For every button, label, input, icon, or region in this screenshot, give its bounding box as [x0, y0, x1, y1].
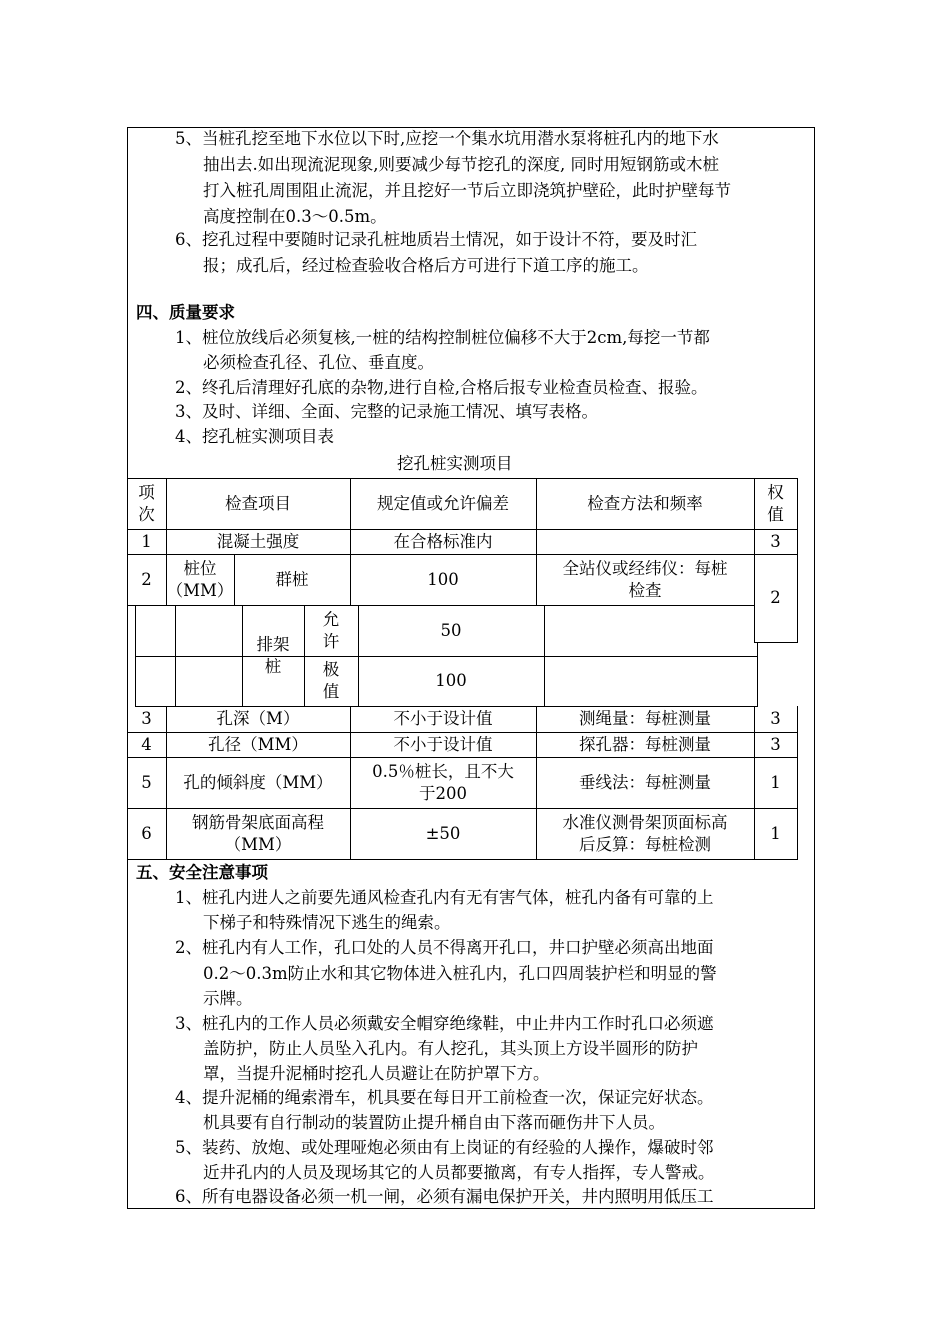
safety-item-1-line-2: 下梯子和特殊情况下逃生的绳索。	[203, 913, 451, 932]
construction-item-5-line-1: 5、当桩孔挖至地下水位以下时,应挖一个集水坑用潜水泵将桩孔内的地下水	[175, 129, 719, 148]
row3-spec: 不小于设计值	[393, 709, 493, 728]
header-weight-char-1: 权	[767, 482, 784, 502]
row2-item-c-line-2: 桩	[264, 656, 282, 676]
row2-item-d1	[304, 605, 358, 656]
row6-weight: 1	[770, 823, 781, 843]
row2-method-line-1: 全站仪或经纬仪：每桩	[562, 558, 728, 578]
quality-item-1-line-2: 必须检查孔径、孔位、垂直度。	[203, 353, 434, 372]
header-no-char-1: 项	[138, 482, 155, 502]
header-method: 检查方法和频率	[587, 493, 703, 513]
table-rule	[175, 605, 176, 706]
row5-weight: 1	[770, 772, 781, 792]
row4-spec: 不小于设计值	[393, 734, 493, 754]
row4-weight: 3	[770, 734, 781, 754]
safety-item-3-line-1: 3、桩孔内的工作人员必须戴安全帽穿绝缘鞋，中止井内工作时孔口必须遮	[175, 1014, 714, 1033]
header-no-char-2: 次	[138, 504, 155, 524]
row2-weight: 2	[770, 588, 781, 607]
row2-item-a	[166, 554, 234, 605]
safety-item-6-line-1: 6、所有电器设备必须一机一闸，必须有漏电保护开关，井内照明用低压工	[175, 1187, 714, 1206]
safety-item-5-line-1: 5、装药、放炮、或处理哑炮必须由有上岗证的有经验的人操作，爆破时邻	[175, 1138, 714, 1157]
row5-spec-line-1: 0.5％桩长，且不大	[372, 761, 514, 781]
safety-item-2-line-2: 0.2～0.3m防止水和其它物体进入桩孔内，孔口四周装护栏和明显的警	[203, 964, 717, 983]
row2-item-d2-char-1: 极	[322, 660, 340, 679]
table-rule	[544, 605, 545, 706]
quality-item-4: 4、挖孔桩实测项目表	[175, 427, 334, 446]
row2-allow-spec: 50	[440, 620, 462, 640]
construction-item-6-line-1: 6、挖孔过程中要随时记录孔桩地质岩土情况，如于设计不符，要及时汇	[175, 230, 697, 249]
row5-item: 孔的倾斜度（MM）	[183, 772, 333, 792]
construction-item-5-line-3: 打入桩孔周围阻止流泥，并且挖好一节后立即浇筑护壁砼，此时护壁每节	[203, 181, 731, 200]
row6-no: 6	[141, 823, 152, 843]
row2-item-c-line-1: 排架	[256, 634, 290, 654]
safety-item-2-line-3: 示牌。	[203, 989, 253, 1008]
row5-no: 5	[141, 772, 152, 792]
table-rule	[757, 642, 758, 706]
row2-item-a-label: 桩位	[183, 558, 217, 578]
row2-item-c	[242, 605, 304, 706]
row2-item-d1-char-1: 允	[322, 609, 340, 629]
row1-weight: 3	[770, 531, 781, 551]
row2-method-line-2: 检查	[628, 580, 662, 600]
row1-no: 1	[141, 531, 152, 551]
table-caption: 挖孔桩实测项目	[397, 454, 513, 473]
safety-item-4-line-1: 4、提升泥桶的绳索滑车，机具要在每日开工前检查一次，保证完好状态。	[175, 1088, 714, 1107]
safety-item-3-line-3: 罩，当提升泥桶时挖孔人员避让在防护罩下方。	[203, 1064, 550, 1083]
safety-heading: 五、安全注意事项	[136, 863, 268, 882]
row4-item: 孔径（MM）	[208, 734, 308, 754]
row5-spec	[350, 757, 536, 808]
row5-method: 垂线法：每桩测量	[579, 772, 711, 792]
quality-item-3: 3、及时、详细、全面、完整的记录施工情况、填写表格。	[175, 402, 598, 421]
row4-method: 探孔器：每桩测量	[579, 734, 711, 754]
row6-spec: ±50	[425, 823, 461, 843]
row6-item-line-2: （MM）	[224, 834, 292, 854]
row2-spec: 100	[427, 569, 459, 589]
row6-item	[166, 808, 350, 859]
header-item: 检查项目	[225, 493, 291, 513]
row6-method-line-1: 水准仪测骨架顶面标高	[562, 812, 728, 832]
row2-method	[536, 554, 754, 605]
header-weight-char-2: 值	[767, 504, 784, 524]
row1-item: 混凝土强度	[216, 531, 300, 551]
construction-item-6-line-2: 报；成孔后，经过检查验收合格后方可进行下道工序的施工。	[203, 256, 649, 275]
safety-item-4-line-2: 机具要有自行制动的装置防止提升桶自由下落而砸伤井下人员。	[203, 1113, 665, 1132]
table-rule	[797, 478, 798, 642]
row6-method-line-2: 后反算：每桩检测	[579, 834, 711, 854]
row2-item-d1-char-2: 许	[322, 631, 340, 651]
quality-item-1-line-1: 1、桩位放线后必须复核,一桩的结构控制桩位偏移不大于2cm,每挖一节都	[175, 328, 710, 347]
row2-item-a-unit: （MM）	[166, 580, 234, 600]
safety-item-2-line-1: 2、桩孔内有人工作，孔口处的人员不得离开孔口，井口护壁必须高出地面	[175, 938, 714, 957]
row6-item-line-1: 钢筋骨架底面高程	[192, 812, 324, 832]
construction-item-5-line-2: 抽出去.如出现流泥现象,则要减少每节挖孔的深度, 同时用短钢筋或木桩	[203, 155, 719, 174]
header-weight	[754, 478, 797, 529]
row1-method	[536, 529, 754, 554]
safety-item-5-line-2: 近井孔内的人员及现场其它的人员都要撤离，有专人指挥，专人警戒。	[203, 1163, 715, 1182]
row4-no: 4	[141, 734, 152, 754]
row2-item-d2	[304, 656, 358, 706]
construction-item-5-line-4: 高度控制在0.3～0.5m。	[203, 207, 387, 226]
row3-method: 测绳量：每桩测量	[579, 709, 711, 728]
row3-item: 孔深（M）	[216, 709, 300, 728]
safety-item-3-line-2: 盖防护，防止人员坠入孔内。有人挖孔，其头顶上方设半圆形的防护	[203, 1039, 698, 1058]
row2-limit-spec: 100	[435, 671, 467, 690]
row3-no: 3	[141, 709, 152, 728]
header-no	[127, 478, 166, 529]
quality-heading: 四、质量要求	[136, 303, 235, 322]
quality-item-2: 2、终孔后清理好孔底的杂物,进行自检,合格后报专业检查员检查、报验。	[175, 378, 708, 397]
header-spec: 规定值或允许偏差	[377, 493, 509, 513]
row5-spec-line-2: 于200	[419, 783, 467, 803]
row6-method	[536, 808, 754, 859]
row1-spec: 在合格标准内	[393, 531, 493, 551]
row2-no: 2	[141, 569, 152, 589]
row2-item-b: 群桩	[275, 569, 309, 589]
table-rule	[754, 642, 798, 643]
row2-item-d2-char-2: 值	[322, 682, 340, 701]
table-rule	[135, 605, 136, 706]
safety-item-1-line-1: 1、桩孔内进人之前要先通风检查孔内有无有害气体，桩孔内备有可靠的上	[175, 888, 714, 907]
table-rule	[797, 706, 798, 859]
row3-weight: 3	[770, 709, 781, 728]
